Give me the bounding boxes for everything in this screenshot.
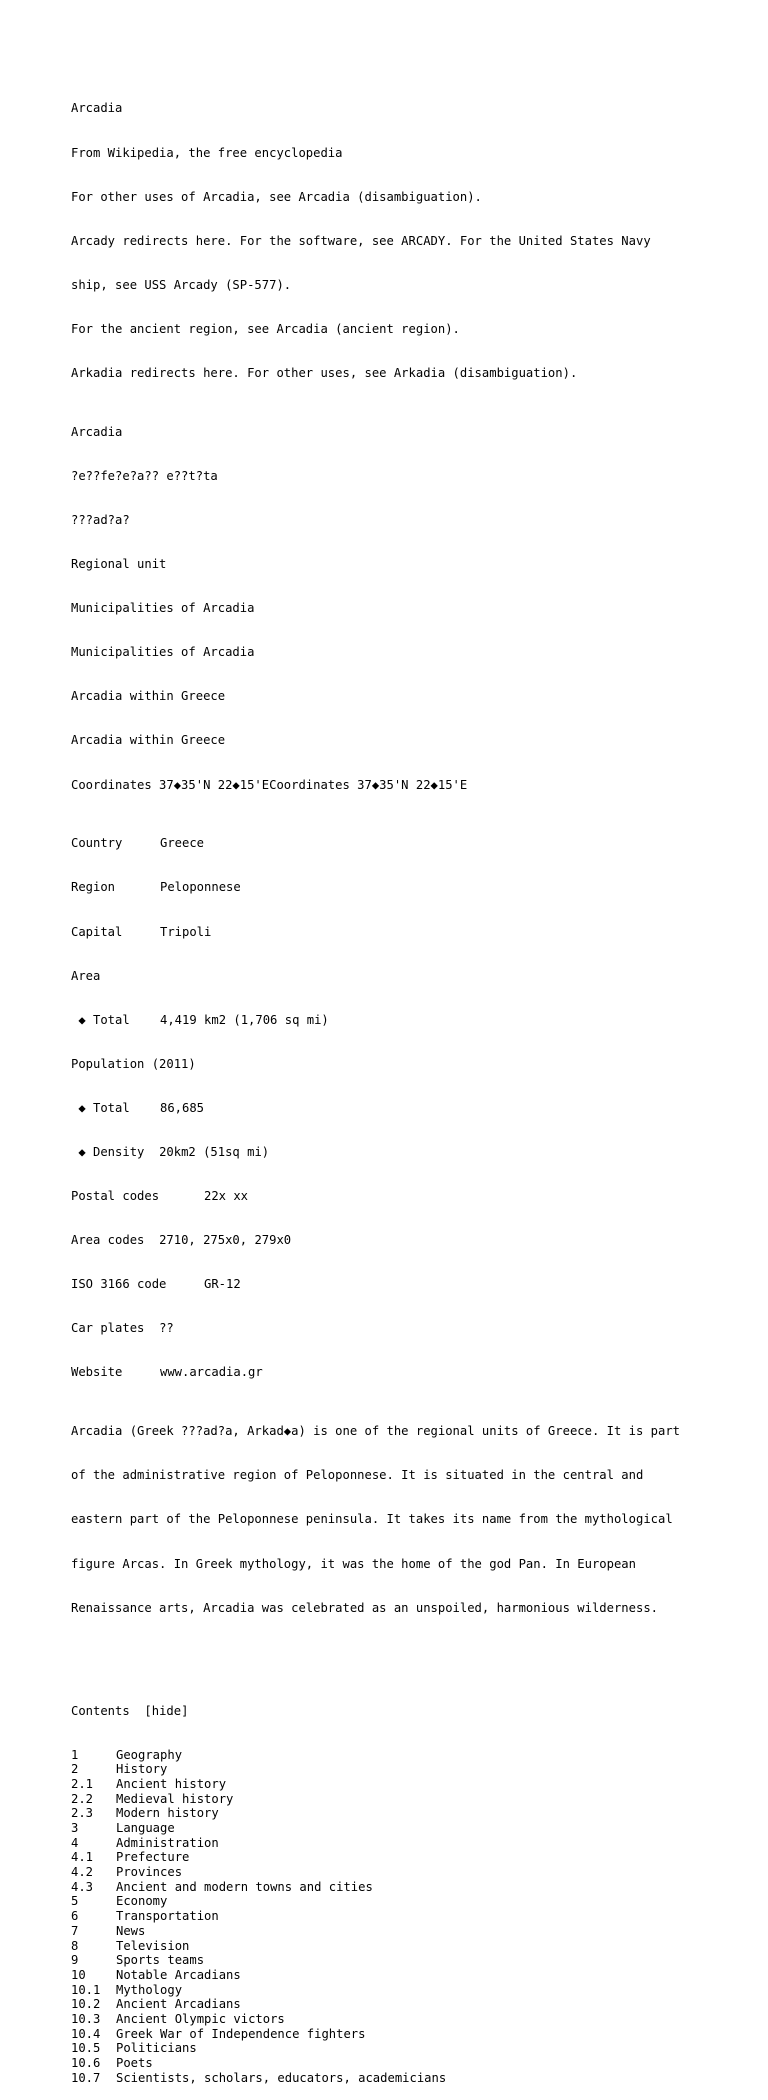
- toc-item[interactable]: [71, 1865, 731, 1880]
- toc-item-label[interactable]: Modern history: [116, 1806, 219, 1821]
- toc-item-number: 4.3: [71, 1879, 94, 1894]
- locator-caption: Arcadia within Greece: [71, 733, 226, 748]
- toc-item-number: 2.2: [71, 1791, 94, 1806]
- coordinates: Coordinates 37◆35'N 22◆15'ECoordinates 37◆35'N 22◆15'E: [71, 777, 468, 792]
- toc-item[interactable]: [71, 2041, 731, 2056]
- toc-item-label[interactable]: Ancient Olympic victors: [116, 2011, 285, 2026]
- row-label: ◆ Total: [71, 1012, 130, 1027]
- infobox-row-iso-code: [71, 1277, 731, 1292]
- infobox-native-name: ?e??fe?e?a?? e??t?ta: [71, 468, 218, 483]
- toc-item[interactable]: [71, 1953, 731, 1968]
- row-label: Area codes: [71, 1233, 145, 1248]
- hatnote: For other uses of Arcadia, see Arcadia (disambiguation).: [71, 189, 482, 204]
- toc-item-number: 10: [71, 1967, 86, 1982]
- toc-item-label[interactable]: News: [116, 1923, 146, 1938]
- toc-item-label[interactable]: Sports teams: [116, 1953, 205, 1968]
- toc-item[interactable]: [71, 1821, 731, 1836]
- toc-item-number: 10.7: [71, 2070, 101, 2085]
- toc-item[interactable]: [71, 1880, 731, 1895]
- toc-item-label[interactable]: Transportation: [116, 1909, 219, 1924]
- toc-item[interactable]: [71, 1997, 731, 2012]
- toc-item[interactable]: [71, 1983, 731, 1998]
- document-page: [71, 72, 731, 2100]
- intro-paragraph-line: figure Arcas. In Greek mythology, it was the home of the god Pan. In European: [71, 1556, 636, 1571]
- row-value: Peloponnese: [160, 880, 241, 895]
- toc-item-number: 2: [71, 1762, 79, 1777]
- toc-item-label[interactable]: Ancient Arcadians: [116, 1997, 241, 2012]
- infobox-row-website: [71, 1365, 731, 1380]
- row-label: ISO 3166 code: [71, 1277, 167, 1292]
- toc-item-label[interactable]: Prefecture: [116, 1850, 190, 1865]
- toc-item-number: 9: [71, 1953, 79, 1968]
- toc-item[interactable]: [71, 2027, 731, 2042]
- toc-item[interactable]: [71, 1762, 731, 1777]
- toc-item-number: 10.5: [71, 2041, 101, 2056]
- toc-item-number: 10.6: [71, 2056, 101, 2071]
- hatnote: ship, see USS Arcady (SP-577).: [71, 277, 292, 292]
- toc-item[interactable]: [71, 1806, 731, 1821]
- toc-item-number: 5: [71, 1894, 79, 1909]
- toc-item-label[interactable]: Poets: [116, 2056, 153, 2071]
- toc-item-number: 3: [71, 1821, 79, 1836]
- source-line: From Wikipedia, the free encyclopedia: [71, 145, 343, 160]
- intro-paragraph-line: eastern part of the Peloponnese peninsula. It takes its name from the mythological: [71, 1512, 673, 1527]
- page-title: Arcadia: [71, 101, 123, 116]
- row-label: ◆ Total: [71, 1100, 130, 1115]
- infobox-native-name: ???ad?a?: [71, 512, 130, 527]
- toc-item[interactable]: [71, 1939, 731, 1954]
- area-heading: Area: [71, 968, 101, 983]
- website-link[interactable]: www.arcadia.gr: [160, 1365, 263, 1380]
- toc-item-number: 6: [71, 1909, 79, 1924]
- toc-item[interactable]: [71, 2012, 731, 2027]
- row-label: Country: [71, 836, 123, 851]
- infobox-row-density: [71, 1145, 731, 1160]
- infobox-row-car-plates: [71, 1321, 731, 1336]
- infobox-row-region: [71, 880, 731, 895]
- toc-item[interactable]: [71, 2056, 731, 2071]
- toc-item[interactable]: [71, 1894, 731, 1909]
- contents-heading: Contents: [71, 1703, 130, 1718]
- contents-hide-toggle[interactable]: [hide]: [144, 1703, 189, 1718]
- map-caption: Municipalities of Arcadia: [71, 601, 255, 616]
- toc-item[interactable]: [71, 1924, 731, 1939]
- toc-item-number: 10.2: [71, 1997, 101, 2012]
- toc-item-label[interactable]: Economy: [116, 1894, 168, 1909]
- intro-paragraph-line: Renaissance arts, Arcadia was celebrated as an unspoiled, harmonious wilderness.: [71, 1600, 658, 1615]
- toc-item-label[interactable]: Mythology: [116, 1982, 183, 1997]
- toc-item-label[interactable]: Language: [116, 1821, 175, 1836]
- toc-item[interactable]: [71, 1792, 731, 1807]
- toc-item-number: 1: [71, 1747, 79, 1762]
- toc-item-label[interactable]: Medieval history: [116, 1791, 234, 1806]
- infobox-row-area-total: [71, 1013, 731, 1028]
- intro-paragraph-line: of the administrative region of Peloponnese. It is situated in the central and: [71, 1468, 644, 1483]
- row-value: 86,685: [160, 1100, 205, 1115]
- infobox-row-capital: [71, 925, 731, 940]
- toc-item-number: 10.1: [71, 1982, 101, 1997]
- row-value: Tripoli: [160, 924, 212, 939]
- toc-item[interactable]: [71, 1777, 731, 1792]
- toc-item-number: 4.1: [71, 1850, 94, 1865]
- row-value: 4,419 km2 (1,706 sq mi): [160, 1012, 329, 1027]
- toc-item-label[interactable]: Ancient history: [116, 1776, 227, 1791]
- locator-caption: Arcadia within Greece: [71, 689, 226, 704]
- toc-item-number: 2.1: [71, 1776, 94, 1791]
- infobox-row-area-codes: [71, 1233, 731, 1248]
- spacer: [71, 1645, 731, 1660]
- row-value: 22x xx: [204, 1189, 249, 1204]
- toc-item-label[interactable]: Ancient and modern towns and cities: [116, 1879, 373, 1894]
- contents-header: [71, 1704, 731, 1719]
- row-value: 2710, 275x0, 279x0: [159, 1233, 292, 1248]
- intro-paragraph-line: Arcadia (Greek ???ad?a, Arkad◆a) is one of the regional units of Greece. It is part: [71, 1424, 681, 1439]
- infobox-row-population-total: [71, 1101, 731, 1116]
- row-value: Greece: [160, 836, 205, 851]
- toc-item-label[interactable]: Television: [116, 1938, 190, 1953]
- row-label: Region: [71, 880, 116, 895]
- toc-item-number: 2.3: [71, 1806, 94, 1821]
- toc-item-label[interactable]: Administration: [116, 1835, 219, 1850]
- row-label: Capital: [71, 924, 123, 939]
- toc-item[interactable]: [71, 1909, 731, 1924]
- toc-item-number: 8: [71, 1938, 79, 1953]
- infobox-row-postal-codes: [71, 1189, 731, 1204]
- map-caption: Municipalities of Arcadia: [71, 645, 255, 660]
- infobox-name: Arcadia: [71, 424, 123, 439]
- toc-item-label[interactable]: Greek War of Independence fighters: [116, 2026, 366, 2041]
- toc-item-label[interactable]: Provinces: [116, 1865, 183, 1880]
- row-value: ??: [159, 1321, 174, 1336]
- toc-item-number: 10.3: [71, 2011, 101, 2026]
- infobox-row-country: [71, 836, 731, 851]
- hatnote: Arkadia redirects here. For other uses, see Arkadia (disambiguation).: [71, 365, 578, 380]
- toc-item[interactable]: [71, 2071, 731, 2086]
- row-label: Postal codes: [71, 1189, 160, 1204]
- hatnote: For the ancient region, see Arcadia (ancient region).: [71, 321, 460, 336]
- toc-item-label[interactable]: History: [116, 1762, 168, 1777]
- row-label: Website: [71, 1365, 123, 1380]
- toc-item-number: 4: [71, 1835, 79, 1850]
- toc-item-label[interactable]: Politicians: [116, 2041, 197, 2056]
- toc-item[interactable]: [71, 1836, 731, 1851]
- row-value: 20km2 (51sq mi): [159, 1144, 270, 1159]
- row-label: ◆ Density: [71, 1144, 145, 1159]
- toc-item-number: 10.4: [71, 2026, 101, 2041]
- row-label: Car plates: [71, 1321, 145, 1336]
- row-value: GR-12: [204, 1277, 241, 1292]
- toc-item-number: 7: [71, 1923, 79, 1938]
- toc-item[interactable]: [71, 1968, 731, 1983]
- toc-item-label[interactable]: Notable Arcadians: [116, 1967, 241, 1982]
- hatnote: Arcady redirects here. For the software, see ARCADY. For the United States Navy: [71, 233, 651, 248]
- toc-item-label[interactable]: Geography: [116, 1747, 183, 1762]
- toc-item-label[interactable]: Scientists, scholars, educators, academicians: [116, 2070, 447, 2085]
- infobox-type: Regional unit: [71, 557, 167, 572]
- population-heading: Population (2011): [71, 1056, 196, 1071]
- toc-item-number: 4.2: [71, 1865, 94, 1880]
- toc-item[interactable]: [71, 1748, 731, 1763]
- toc-item[interactable]: [71, 1850, 731, 1865]
- contents-list: [71, 1748, 731, 2086]
